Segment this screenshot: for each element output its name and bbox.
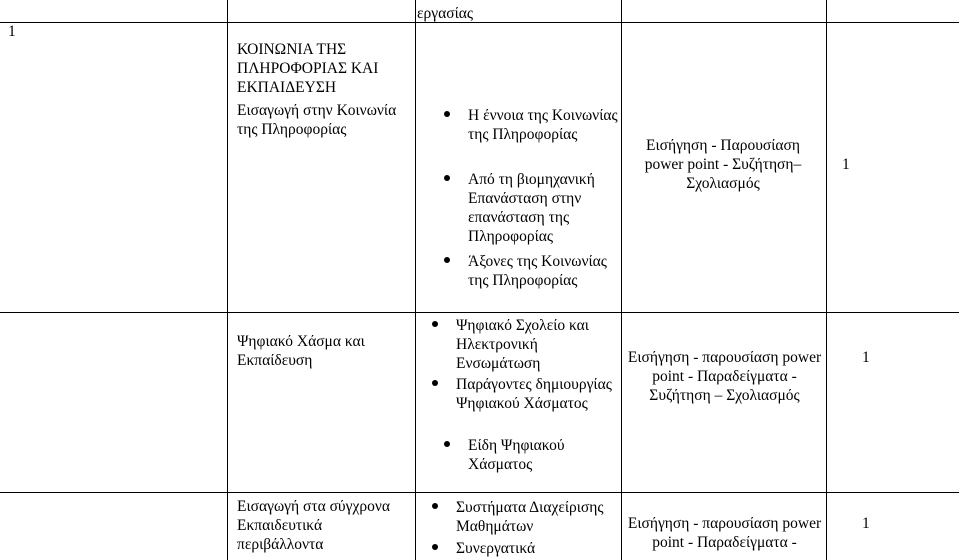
table-border <box>826 0 827 312</box>
list-item: Συστήματα Διαχείρισης Μαθημάτων <box>456 498 618 536</box>
table-border <box>227 492 228 560</box>
table-border <box>0 492 959 493</box>
table-border <box>621 492 622 560</box>
list-item: Η έννοια της Κοινωνίας της Πληροφορίας <box>468 106 618 144</box>
method-text: Εισήγηση - παρουσίαση power point - Παραδείγματα - <box>627 515 822 551</box>
work-header: εργασίας <box>417 5 473 22</box>
topic-title: Εισαγωγή στα σύγχρονα Εκπαιδευτικά περιβάλλοντα <box>237 498 390 553</box>
bullet-list <box>456 316 618 373</box>
list-item: Παράγοντες δημιουργίας Ψηφιακού Χάσματος <box>456 375 618 413</box>
table-border <box>621 0 622 312</box>
bullet-list <box>468 436 618 474</box>
bullet-list <box>468 170 618 246</box>
table-border <box>621 312 622 493</box>
bullet-icon <box>432 544 438 550</box>
bullet-list <box>456 539 618 558</box>
table-border <box>826 492 827 560</box>
topic-title: Εισαγωγή στην Κοινωνία της Πληροφορίας <box>237 102 397 138</box>
bullet-icon <box>444 111 450 117</box>
bullet-icon <box>432 380 438 386</box>
topic-title: Ψηφιακό Χάσμα και Εκπαίδευση <box>237 333 365 369</box>
method-text: Εισήγηση - παρουσίαση power point - Παραδείγματα - Συζήτηση – Σχολιασμός <box>627 349 822 404</box>
list-item: Είδη Ψηφιακού Χάσματος <box>468 436 618 474</box>
table-border <box>415 0 416 312</box>
bullet-list <box>456 375 618 413</box>
list-item: Άξονες της Κοινωνίας της Πληροφορίας <box>468 252 618 290</box>
table-border <box>415 492 416 560</box>
bullet-list <box>468 106 618 144</box>
bullet-icon <box>432 503 438 509</box>
hours-value: 1 <box>862 349 870 366</box>
table-border <box>826 312 827 493</box>
list-item: Ψηφιακό Σχολείο και Ηλεκτρονική Ενσωμάτωση <box>456 316 618 373</box>
bullet-list <box>456 498 618 536</box>
bullet-icon <box>444 175 450 181</box>
table-border <box>227 0 228 312</box>
bullet-list <box>468 252 618 290</box>
method-text: Εισήγηση - Παρουσίαση power point - Συζήτηση– Σχολιασμός <box>644 137 802 192</box>
hours-value: 1 <box>842 156 850 173</box>
bullet-icon <box>432 321 438 327</box>
list-item: Συνεργατικά <box>456 539 618 558</box>
row-number: 1 <box>8 23 16 40</box>
table-border <box>0 312 959 313</box>
section-heading: ΚΟΙΝΩΝΙΑ ΤΗΣ ΠΛΗΡΟΦΟΡΙΑΣ ΚΑΙ ΕΚΠΑΙΔΕΥΣΗ <box>237 41 379 96</box>
hours-value: 1 <box>862 515 870 532</box>
table-border <box>415 312 416 493</box>
bullet-icon <box>444 441 450 447</box>
bullet-icon <box>444 257 450 263</box>
list-item: Από τη βιομηχανική Επανάσταση στην επανάσταση της Πληροφορίας <box>468 170 618 246</box>
table-border <box>227 312 228 493</box>
